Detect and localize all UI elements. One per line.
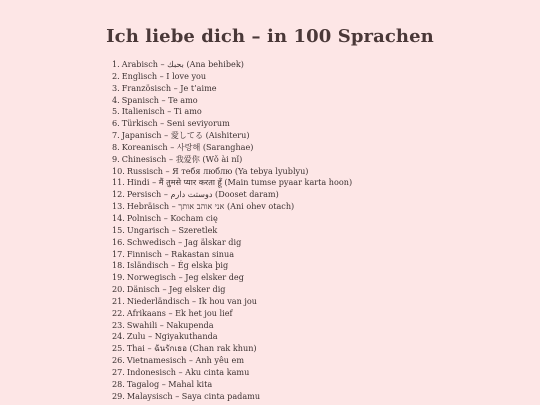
list-item-number: 18. xyxy=(112,260,125,271)
list-item xyxy=(112,130,352,142)
list-item-number: 29. xyxy=(112,390,125,401)
list-item-text: Swahili – Nakupenda xyxy=(126,319,214,330)
list-item-text: Hindi – मैं तुमसे प्यार करता हूँ (Main tumse pyaar karta hoon) xyxy=(126,177,353,188)
list-item-text: Französisch – Je t’aime xyxy=(121,82,217,93)
list-item-text: Russisch – Я тебя люблю (Ya tebya lyublyu) xyxy=(126,165,309,176)
list-item xyxy=(112,95,352,107)
list-item-number: 5. xyxy=(112,106,120,117)
list-item-text: Thai – ฉันรักเธอ (Chan rak khun) xyxy=(126,343,257,354)
list-item xyxy=(112,343,352,355)
list-item xyxy=(112,166,352,178)
list-item xyxy=(112,260,352,272)
list-item-number: 14. xyxy=(112,212,125,223)
list-item-number: 17. xyxy=(112,248,125,259)
list-item-number: 9. xyxy=(112,153,120,164)
list-item-number: 23. xyxy=(112,319,125,330)
list-item-number: 20. xyxy=(112,284,125,295)
list-item xyxy=(112,118,352,130)
list-item-number: 21. xyxy=(112,295,125,306)
list-item-text: Englisch – I love you xyxy=(121,70,207,81)
list-item-number: 3. xyxy=(112,82,120,93)
list-item-number: 25. xyxy=(112,343,125,354)
list-item-text: Japanisch – 愛してる (Aishiteru) xyxy=(121,130,250,141)
list-item-text: Afrikaans – Ek het jou lief xyxy=(126,307,233,318)
list-item xyxy=(112,391,352,403)
list-item xyxy=(112,71,352,83)
list-item-text: Tagalog – Mahal kita xyxy=(126,378,213,389)
list-item-text: Norwegisch – Jeg elsker deg xyxy=(126,272,244,283)
page-title: Ich liebe dich – in 100 Sprachen xyxy=(106,26,434,47)
list-item-text: Malaysisch – Saya cinta padamu xyxy=(126,390,261,401)
list-item xyxy=(112,308,352,320)
list-item-number: 26. xyxy=(112,355,125,366)
list-item-number: 1. xyxy=(112,59,120,69)
list-item-number: 15. xyxy=(112,224,125,235)
list-item-number: 7. xyxy=(112,130,120,141)
list-item xyxy=(112,142,352,154)
list-item-number: 28. xyxy=(112,378,125,389)
list-item xyxy=(112,106,352,118)
list-item xyxy=(112,320,352,332)
list-item xyxy=(112,201,352,213)
list-item xyxy=(112,83,352,95)
list-item-number: 2. xyxy=(112,70,120,81)
language-list xyxy=(112,59,352,402)
list-item-text: Italienisch – Ti amo xyxy=(121,106,202,117)
list-item-text: Chinesisch – 我爱你 (Wǒ ài nǐ) xyxy=(121,153,243,164)
list-item xyxy=(112,284,352,296)
list-item-number: 24. xyxy=(112,331,125,342)
list-item xyxy=(112,296,352,308)
list-item xyxy=(112,272,352,284)
list-item-number: 10. xyxy=(112,165,125,176)
list-item-number: 27. xyxy=(112,366,125,377)
list-item xyxy=(112,249,352,261)
list-item-text: Indonesisch – Aku cinta kamu xyxy=(126,366,250,377)
list-item-text: Türkisch – Seni seviyorum xyxy=(121,118,230,129)
list-item-text: Niederländisch – Ik hou van jou xyxy=(126,295,257,306)
list-item-text: Arabisch – بحبك (Ana behibek) xyxy=(121,59,244,69)
list-item xyxy=(112,213,352,225)
list-item xyxy=(112,237,352,249)
list-item-number: 6. xyxy=(112,118,120,129)
list-item-text: Dänisch – Jeg elsker dig xyxy=(126,284,226,295)
list-item-number: 13. xyxy=(112,201,125,212)
list-item xyxy=(112,189,352,201)
list-item xyxy=(112,225,352,237)
list-item-text: Ungarisch – Szeretlek xyxy=(126,224,218,235)
list-item xyxy=(112,331,352,343)
list-item xyxy=(112,154,352,166)
list-item-text: Schwedisch – Jag älskar dig xyxy=(126,236,242,247)
list-item-text: Zulu – Ngiyakuthanda xyxy=(126,331,218,342)
list-item xyxy=(112,379,352,391)
list-item-number: 12. xyxy=(112,189,125,200)
list-item-number: 4. xyxy=(112,94,120,105)
list-item-number: 22. xyxy=(112,307,125,318)
list-item-text: Finnisch – Rakastan sinua xyxy=(126,248,235,259)
list-item-text: Isländisch – Ég elska þig xyxy=(126,260,229,271)
list-item xyxy=(112,355,352,367)
list-item-text: Persisch – دوستت دارم (Dooset daram) xyxy=(126,189,279,200)
list-item-number: 16. xyxy=(112,236,125,247)
list-item-number: 19. xyxy=(112,272,125,283)
list-item-text: Spanisch – Te amo xyxy=(121,94,198,105)
list-item-number: 8. xyxy=(112,141,120,152)
list-item-text: Vietnamesisch – Anh yêu em xyxy=(126,355,245,366)
list-item-text: Hebräisch – אני אוהב אותך (Ani ohev otach) xyxy=(126,201,295,212)
list-item xyxy=(112,177,352,189)
list-item xyxy=(112,59,352,71)
list-item-text: Koreanisch – 사랑해 (Saranghae) xyxy=(121,141,254,152)
list-item-text: Polnisch – Kocham cię xyxy=(126,212,218,223)
list-item xyxy=(112,367,352,379)
list-item-number: 11. xyxy=(112,177,125,188)
